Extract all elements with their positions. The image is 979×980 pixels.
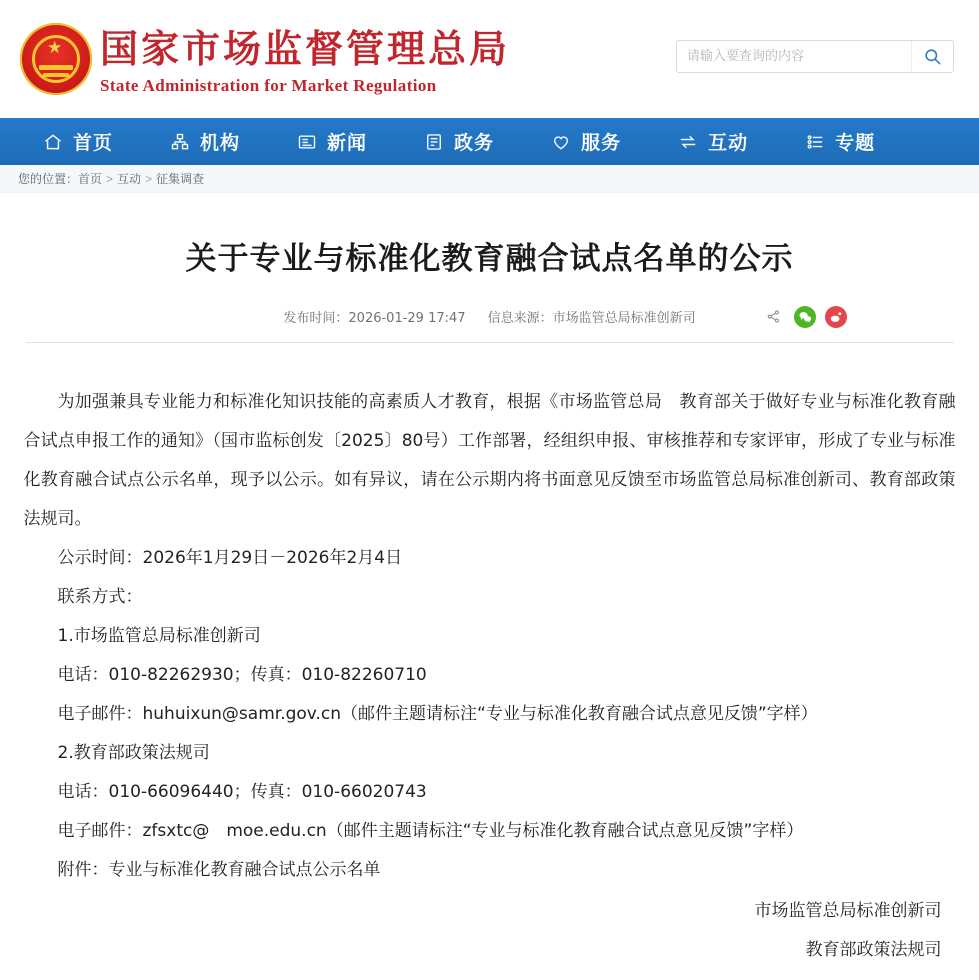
nav-item-interaction[interactable] — [649, 118, 776, 165]
nav-label-service: 服务 — [581, 132, 622, 154]
page-body — [0, 193, 979, 980]
breadcrumb-item-survey[interactable]: 征集调查 — [156, 172, 205, 186]
emblem-star: ★ — [47, 38, 63, 57]
nav-label-news: 新闻 — [327, 132, 368, 154]
emblem-bar-top — [39, 65, 73, 70]
national-emblem-icon — [20, 23, 92, 95]
site-header — [0, 0, 979, 118]
search-input[interactable] — [677, 41, 911, 72]
share-group — [763, 306, 847, 328]
article-content — [20, 383, 960, 890]
search-icon — [923, 47, 942, 66]
wechat-share-icon[interactable] — [794, 306, 816, 328]
article-paragraph-1: 为加强兼具专业能力和标准化知识技能的高素质人才教育，根据《市场监管总局 教育部关于做好专业与标准化教育融合试点申报工作的通知》（国市监标创发〔2025〕80号）工作部署，经组织申报、审核推荐和专家评审，形成了专业与标准化教育融合试点公示名单，现予以公示。如有异议，请在公示期内将书面意见反馈至市场监管总局标准创新司、教育部政策法规司。 — [23, 392, 956, 529]
article-detail-org-2: 2.教育部政策法规司 — [57, 743, 210, 763]
breadcrumb-separator-2: > — [145, 171, 153, 186]
site-title-en: State Administration for Market Regulation — [100, 76, 437, 95]
article-detail-org-1: 1.市场监管总局标准创新司 — [57, 626, 261, 646]
source — [488, 307, 696, 326]
article-meta — [20, 307, 960, 342]
government-icon — [423, 131, 445, 153]
article-detail-notice-period: 公示时间：2026年1月29日－2026年2月4日 — [57, 548, 403, 568]
nav-label-home: 首页 — [73, 132, 114, 154]
page-title: 关于专业与标准化教育融合试点名单的公示 — [185, 241, 794, 277]
nav-item-news[interactable] — [268, 118, 395, 165]
meta-divider — [26, 342, 954, 343]
main-navigation — [0, 118, 979, 165]
heart-service-icon — [550, 131, 572, 153]
article-detail-phone-2: 电话：010-66096440；传真：010-66020743 — [57, 782, 427, 802]
nav-label-organization: 机构 — [200, 132, 241, 154]
nav-label-topics: 专题 — [835, 132, 876, 154]
article-detail-email-2: 电子邮件：zfsxtc@ moe.edu.cn（邮件主题请标注“专业与标准化教育融合试点意见反馈”字样） — [57, 821, 804, 841]
topic-list-icon — [804, 131, 826, 153]
article — [20, 193, 960, 970]
publish-time-value: 2026-01-29 17:47 — [348, 311, 466, 326]
nav-item-service[interactable] — [522, 118, 649, 165]
breadcrumb-prefix: 您的位置： — [18, 172, 79, 186]
nav-item-home[interactable] — [14, 118, 141, 165]
article-signatures — [20, 892, 960, 970]
breadcrumb-separator-1: > — [106, 171, 114, 186]
nav-label-interaction: 互动 — [708, 132, 749, 154]
site-title-block — [100, 26, 510, 96]
exchange-arrows-icon — [677, 131, 699, 153]
breadcrumb-item-interaction[interactable]: 互动 — [117, 172, 142, 186]
publish-time-label: 发布时间： — [283, 311, 349, 326]
nav-label-government: 政务 — [454, 132, 495, 154]
breadcrumb — [0, 165, 979, 193]
nav-item-topics[interactable] — [776, 118, 903, 165]
search-button[interactable] — [911, 41, 953, 72]
signature-2: 教育部政策法规司 — [805, 940, 942, 960]
organization-icon — [169, 131, 191, 153]
nav-item-organization[interactable] — [141, 118, 268, 165]
nav-item-government[interactable] — [395, 118, 522, 165]
article-detail-email-1: 电子邮件：huhuixun@samr.gov.cn（邮件主题请标注“专业与标准化教育融合试点意见反馈”字样） — [57, 704, 818, 724]
breadcrumb-item-home[interactable]: 首页 — [78, 172, 103, 186]
emblem-bar-bottom — [43, 73, 69, 77]
article-detail-phone-1: 电话：010-82262930；传真：010-82260710 — [57, 665, 427, 685]
signature-1: 市场监管总局标准创新司 — [754, 901, 942, 921]
site-search[interactable] — [676, 40, 954, 73]
article-attachment: 附件：专业与标准化教育融合试点公示名单 — [57, 860, 381, 880]
share-icon[interactable] — [763, 306, 785, 328]
site-title-cn: 国家市场监督管理总局 — [100, 27, 511, 71]
article-detail-contact-label: 联系方式： — [57, 587, 143, 607]
source-value: 市场监管总局标准创新司 — [552, 311, 696, 326]
publish-time — [283, 307, 465, 326]
news-icon — [296, 131, 318, 153]
source-label: 信息来源： — [487, 311, 553, 326]
weibo-share-icon[interactable] — [825, 306, 847, 328]
home-icon — [42, 131, 64, 153]
